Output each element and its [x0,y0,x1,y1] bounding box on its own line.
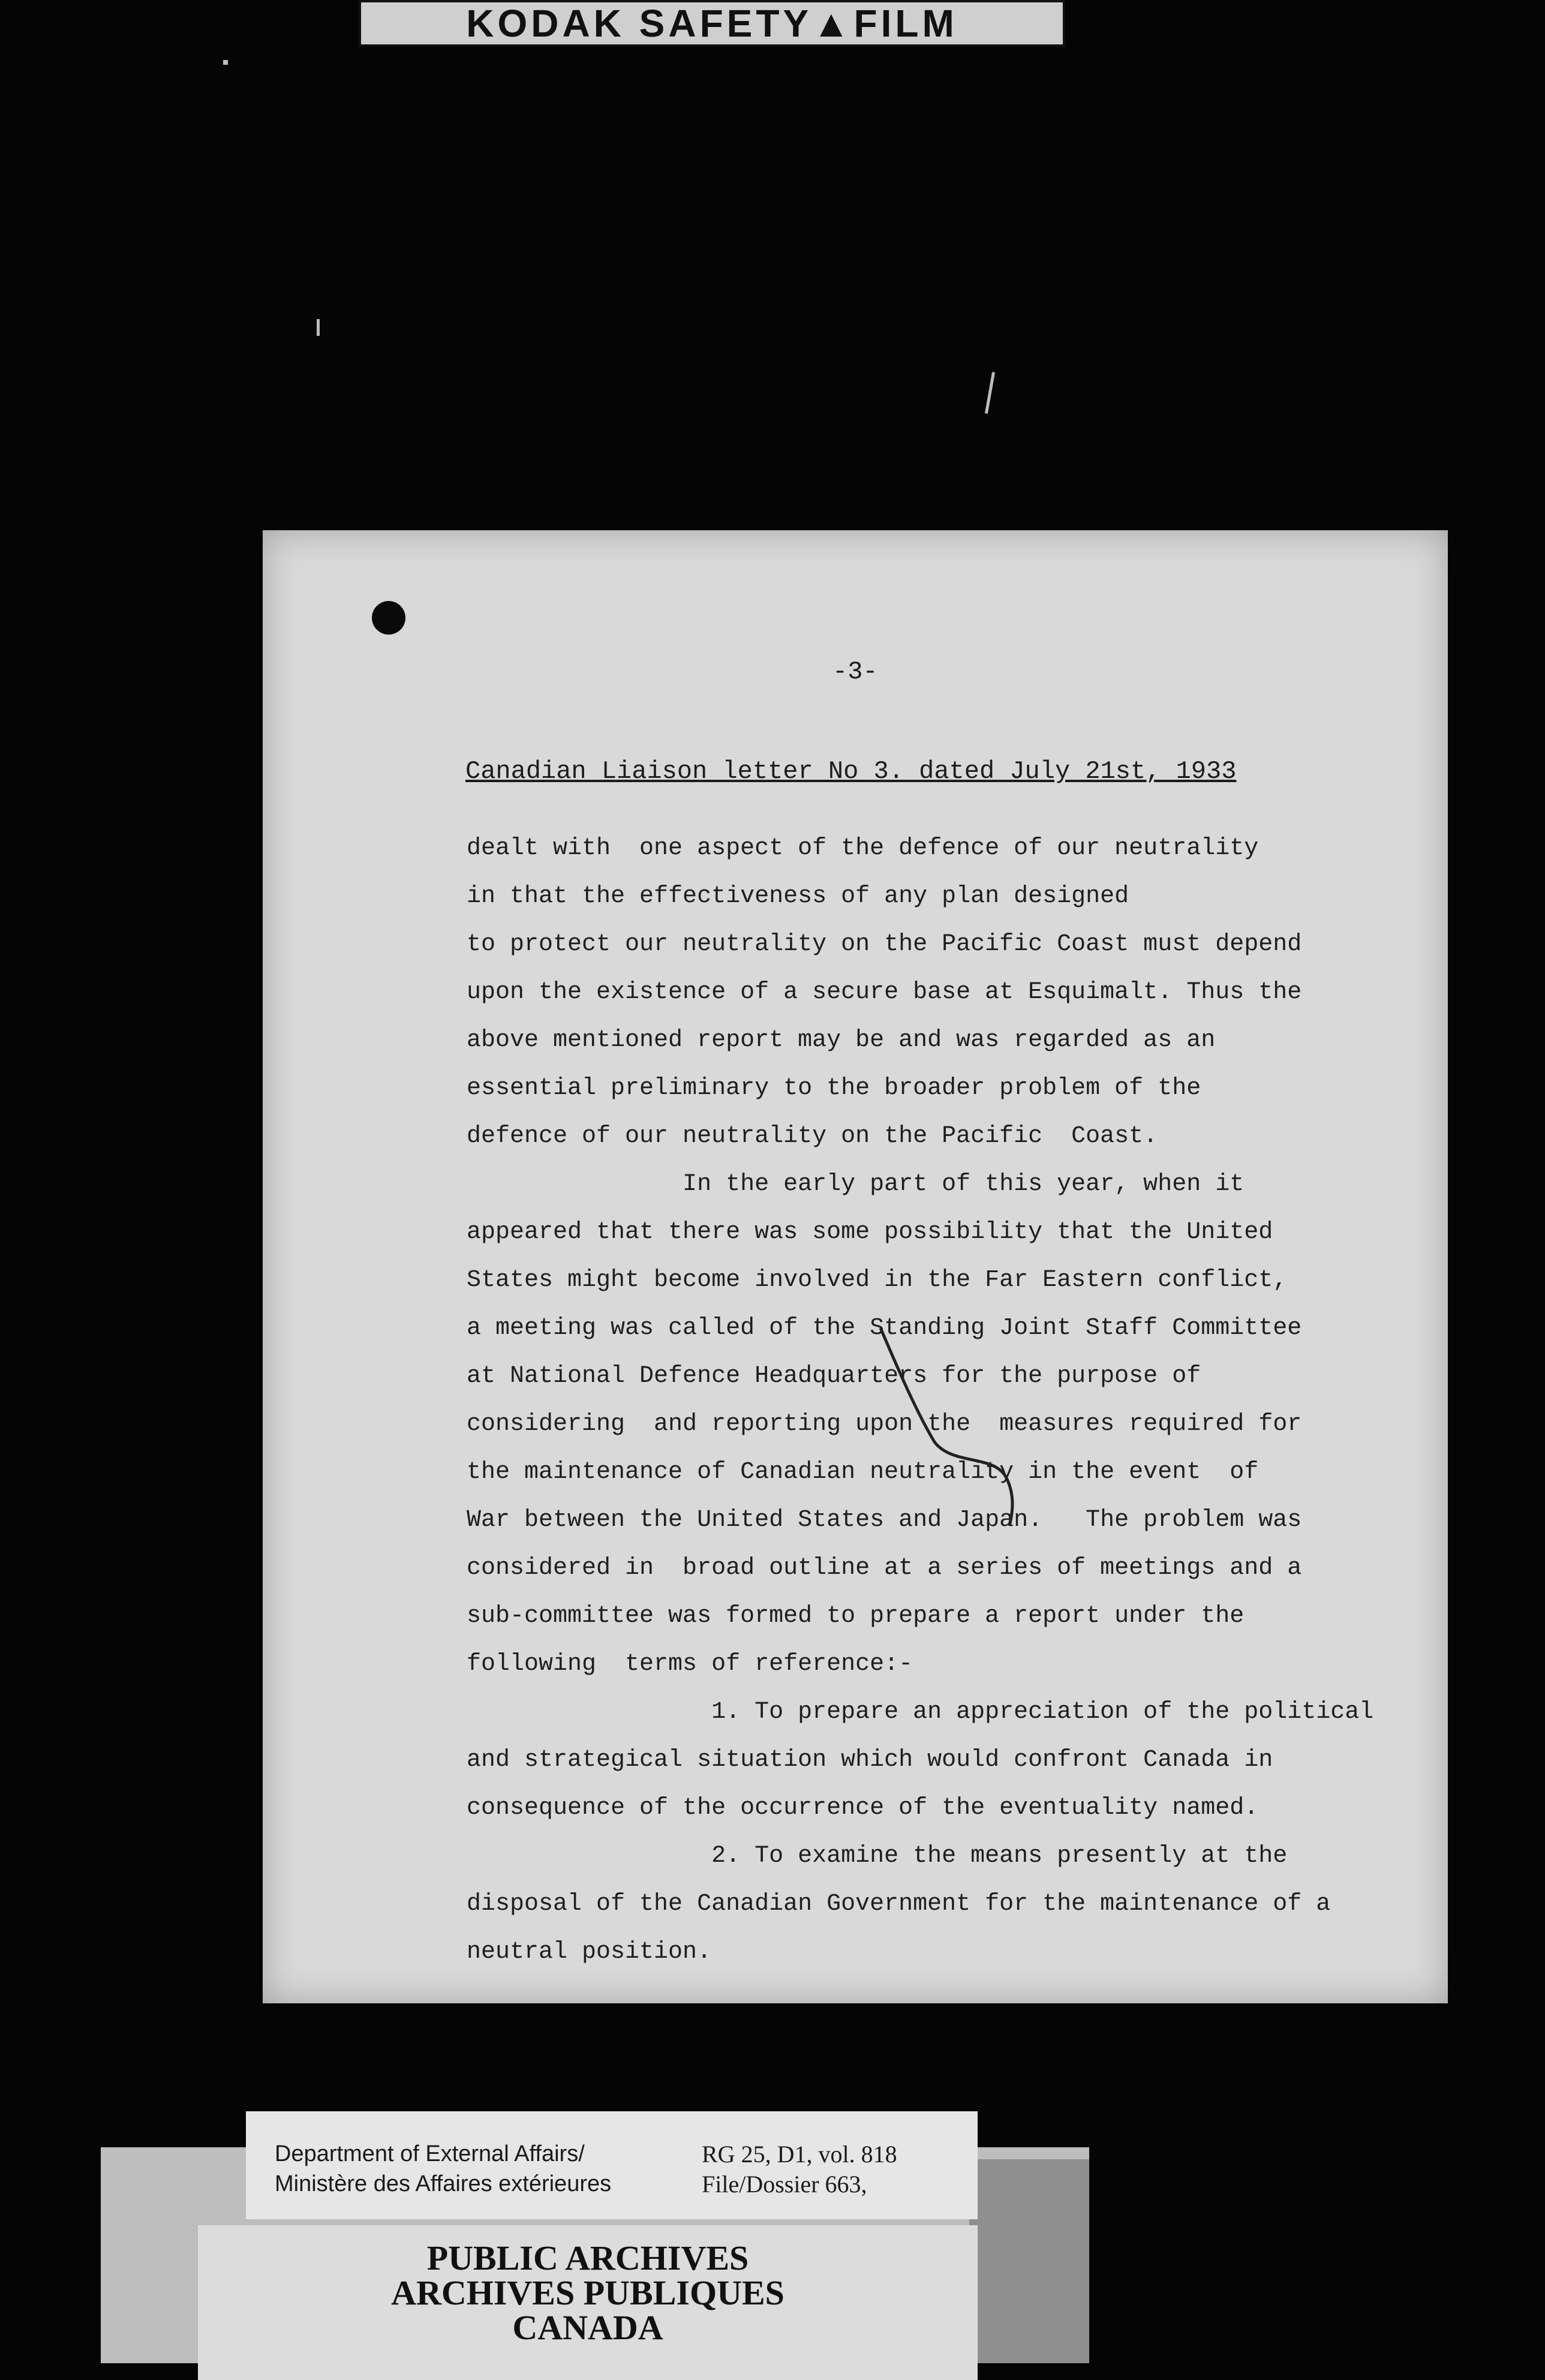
body-line: War between the United States and Japan. The problem was [467,1507,1302,1534]
body-line: and strategical situation which would confront Canada in [467,1747,1273,1774]
body-line: upon the existence of a secure base at Esquimalt. Thus the [467,979,1302,1006]
body-line: disposal of the Canadian Government for the maintenance of a [467,1891,1331,1918]
body-line: consequence of the occurrence of the eventuality named. [467,1795,1259,1822]
archives-country: CANADA [512,2308,663,2347]
public-archives-card [198,2225,978,2380]
body-line: the maintenance of Canadian neutrality in the event of [467,1459,1259,1486]
body-line: in that the effectiveness of any plan designed [467,883,1129,910]
body-line: defence of our neutrality on the Pacific Coast. [467,1123,1158,1150]
body-line: 2. To examine the means presently at the [467,1843,1288,1870]
department-english: Department of External Affairs/ [275,2141,585,2166]
film-speck [223,60,228,65]
archives-english: PUBLIC ARCHIVES [426,2238,749,2277]
film-speck [317,319,320,336]
body-line: appeared that there was some possibility that the United [467,1219,1273,1246]
archive-reference-label [246,2111,978,2219]
department-french: Ministère des Affaires extérieures [275,2171,612,2196]
body-line: dealt with one aspect of the defence of our neutrality [467,835,1259,862]
body-line: following terms of reference:- [467,1651,913,1678]
record-group-volume: RG 25, D1, vol. 818 [702,2141,897,2168]
body-line: a meeting was called of the Standing Joint Staff Committee [467,1315,1302,1342]
film-edge-text: KODAK SAFETY▲FILM [466,2,958,45]
document-heading: Canadian Liaison letter No 3. dated July 21st, 1933 [465,757,1237,786]
body-line: sub-committee was formed to prepare a report under the [467,1603,1245,1630]
file-dossier-number: File/Dossier 663, [702,2171,867,2198]
body-line: 1. To prepare an appreciation of the political [467,1699,1374,1726]
body-line: above mentioned report may be and was regarded as an [467,1027,1216,1054]
body-line: at National Defence Headquarters for the purpose of [467,1363,1201,1390]
body-line: In the early part of this year, when it [467,1171,1245,1198]
film-speck [985,372,995,414]
body-line: neutral position. [467,1939,712,1966]
archives-french: ARCHIVES PUBLIQUES [391,2273,784,2312]
body-line: essential preliminary to the broader problem of the [467,1075,1201,1102]
body-line: considered in broad outline at a series of meetings and a [467,1555,1302,1582]
document-page [263,530,1448,2003]
body-line: considering and reporting upon the measures required for [467,1411,1302,1438]
archive-label-shadow [969,2159,1089,2363]
punch-hole [372,601,405,635]
body-line: States might become involved in the Far Eastern conflict, [467,1267,1288,1294]
page-number: -3- [832,657,878,686]
film-edge-marking [359,0,1065,47]
body-line: to protect our neutrality on the Pacific Coast must depend [467,931,1302,958]
